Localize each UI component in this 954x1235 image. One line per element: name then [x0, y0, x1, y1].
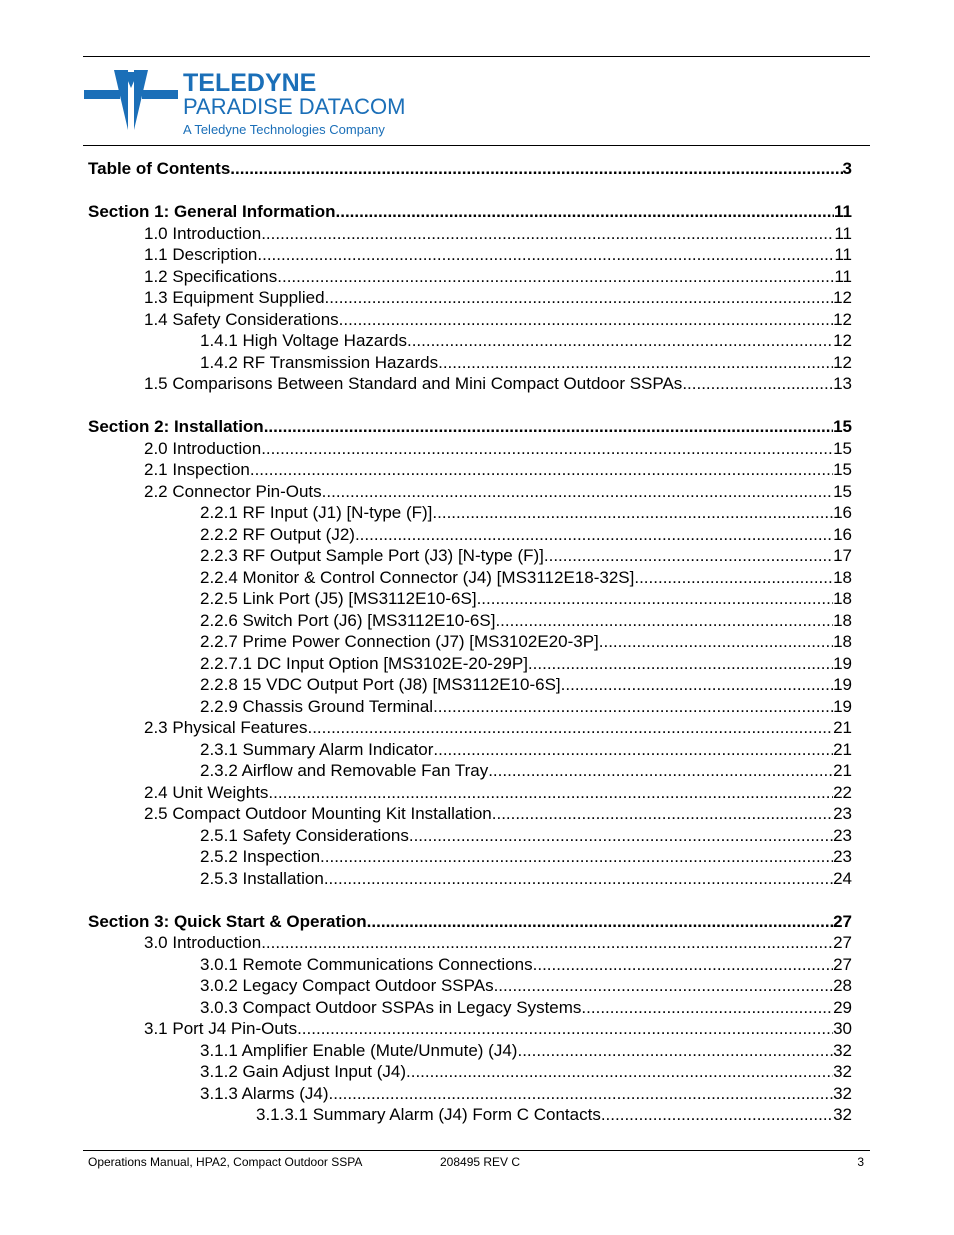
toc-dot-leader	[407, 330, 833, 352]
toc-page-number: 32	[833, 1040, 852, 1060]
toc-dot-leader	[438, 352, 833, 374]
toc-page-number: 16	[833, 503, 852, 522]
toc-page-number: 12	[833, 331, 852, 350]
toc-page-number: 22	[833, 782, 852, 802]
toc-dot-leader	[367, 911, 833, 933]
table-of-contents	[88, 158, 852, 1126]
toc-entry[interactable]	[88, 782, 852, 804]
toc-entry-title: 1.4.2 RF Transmission Hazards	[200, 352, 439, 372]
toc-entry-title: 2.2.2 RF Output (J2)	[200, 524, 355, 544]
toc-dot-leader	[250, 459, 833, 481]
footer-page-number: 3	[857, 1155, 864, 1169]
teledyne-logo-icon	[84, 66, 414, 142]
toc-entry-title: Section 1: General Information	[88, 202, 336, 221]
toc-page-number: 30	[833, 1019, 852, 1038]
toc-entry[interactable]	[88, 803, 852, 825]
toc-dot-leader	[488, 760, 833, 782]
toc-entry-title: 3.1.3 Alarms (J4)	[200, 1083, 329, 1103]
toc-entry[interactable]	[88, 1040, 852, 1062]
toc-entry[interactable]	[88, 825, 852, 847]
toc-entry[interactable]	[88, 868, 852, 890]
toc-entry-title: 1.4.1 High Voltage Hazards	[200, 331, 407, 350]
toc-dot-leader	[682, 373, 833, 395]
toc-entry-title: 2.2 Connector Pin-Outs	[144, 481, 322, 501]
toc-page-number: 11	[834, 202, 852, 221]
toc-page-number: 15	[833, 460, 852, 479]
toc-page-number: 27	[833, 954, 852, 974]
toc-dot-leader	[261, 438, 833, 460]
toc-entry[interactable]	[88, 524, 852, 546]
toc-dot-leader	[355, 524, 833, 546]
logo-line-3: A Teledyne Technologies Company	[183, 122, 385, 137]
toc-page-number: 12	[833, 288, 852, 307]
toc-entry[interactable]	[88, 653, 852, 675]
toc-dot-leader	[406, 1061, 833, 1083]
toc-dot-leader	[544, 545, 833, 567]
toc-page-number: 16	[833, 524, 852, 544]
toc-section-entry[interactable]	[88, 201, 852, 223]
toc-entry-title: 3.1 Port J4 Pin-Outs	[144, 1019, 298, 1038]
toc-dot-leader	[634, 567, 833, 589]
toc-page-number: 12	[833, 352, 852, 372]
toc-entry[interactable]	[88, 631, 852, 653]
toc-entry[interactable]	[88, 545, 852, 567]
toc-entry-title: 1.4 Safety Considerations	[144, 309, 339, 329]
toc-dot-leader	[581, 997, 833, 1019]
toc-entry[interactable]	[88, 438, 852, 460]
toc-dot-leader	[433, 739, 833, 761]
toc-entry[interactable]	[88, 1104, 852, 1126]
toc-entry[interactable]	[88, 739, 852, 761]
toc-entry-title: 2.2.9 Chassis Ground Terminal	[200, 696, 434, 716]
toc-entry[interactable]	[88, 352, 852, 374]
toc-dot-leader	[261, 932, 833, 954]
toc-entry[interactable]	[88, 459, 852, 481]
toc-entry[interactable]	[88, 932, 852, 954]
toc-entry-title: 2.2.8 15 VDC Output Port (J8) [MS3112E10-6S]	[200, 675, 561, 694]
toc-dot-leader	[307, 717, 833, 739]
toc-entry-title: 2.2.6 Switch Port (J6) [MS3112E10-6S]	[200, 610, 496, 630]
toc-page-number: 32	[833, 1062, 852, 1081]
toc-section-entry[interactable]	[88, 911, 852, 933]
toc-dot-leader	[477, 588, 834, 610]
toc-entry-title: 2.4 Unit Weights	[144, 782, 269, 802]
toc-section-entry[interactable]	[88, 416, 852, 438]
footer-rule	[83, 1150, 870, 1151]
toc-entry-title: 3.0 Introduction	[144, 933, 262, 952]
toc-page-number: 18	[833, 632, 852, 651]
toc-dot-leader	[561, 674, 833, 696]
toc-entry[interactable]	[88, 373, 852, 395]
toc-entry[interactable]	[88, 481, 852, 503]
toc-entry-title: 3.0.2 Legacy Compact Outdoor SSPAs	[200, 976, 494, 995]
toc-page-number: 18	[833, 589, 852, 608]
page-footer	[88, 1154, 864, 1170]
logo-line-1: TELEDYNE	[183, 69, 317, 97]
toc-entry-title: 2.5.2 Inspection	[200, 847, 321, 866]
toc-entry-title: Table of Contents	[88, 159, 231, 178]
toc-entry[interactable]	[88, 588, 852, 610]
toc-entry-title: 2.2.3 RF Output Sample Port (J3) [N-type (F)]	[200, 546, 544, 565]
toc-entry[interactable]	[88, 309, 852, 331]
toc-page-number: 17	[833, 546, 852, 565]
toc-dot-leader	[528, 653, 833, 675]
toc-page-number: 23	[833, 804, 852, 823]
toc-entry[interactable]	[88, 954, 852, 976]
toc-dot-leader	[277, 266, 834, 288]
toc-entry-title: 1.1 Description	[144, 245, 258, 264]
toc-dot-leader	[261, 223, 834, 245]
toc-dot-leader	[409, 825, 833, 847]
toc-dot-leader	[494, 975, 834, 997]
toc-entry-title: 2.2.5 Link Port (J5) [MS3112E10-6S]	[200, 589, 477, 608]
toc-dot-leader	[325, 287, 834, 309]
toc-entry[interactable]	[88, 674, 852, 696]
toc-entry-title: 1.5 Comparisons Between Standard and Mini Compact Outdoor SSPAs	[144, 374, 683, 393]
toc-page-number: 3	[842, 159, 852, 178]
toc-page-number: 15	[833, 438, 852, 458]
toc-page-number: 13	[833, 374, 852, 393]
toc-dot-leader	[601, 1104, 833, 1126]
toc-dot-leader	[320, 846, 833, 868]
toc-page-number: 15	[833, 481, 852, 501]
toc-entry[interactable]	[88, 760, 852, 782]
toc-page-number: 28	[833, 976, 852, 995]
toc-entry-title: 3.0.1 Remote Communications Connections	[200, 954, 533, 974]
toc-entry[interactable]	[88, 1061, 852, 1083]
toc-entry[interactable]	[88, 610, 852, 632]
toc-entry[interactable]	[88, 997, 852, 1019]
toc-dot-leader	[268, 782, 833, 804]
toc-dot-leader	[329, 1083, 834, 1105]
toc-page-number: 23	[833, 825, 852, 845]
toc-entry-title: 2.2.7 Prime Power Connection (J7) [MS3102E20-3P]	[200, 632, 599, 651]
toc-dot-leader	[533, 954, 833, 976]
toc-entry-title: 2.1 Inspection	[144, 460, 250, 479]
toc-dot-leader	[322, 481, 833, 503]
toc-page-number: 24	[833, 868, 852, 888]
toc-entry[interactable]	[88, 266, 852, 288]
toc-entry-title: 1.3 Equipment Supplied	[144, 288, 325, 307]
toc-dot-leader	[517, 1040, 833, 1062]
toc-dot-leader	[433, 696, 833, 718]
toc-entry[interactable]	[88, 330, 852, 352]
toc-entry-title: 3.1.1 Amplifier Enable (Mute/Unmute) (J4)	[200, 1040, 518, 1060]
toc-page-number: 27	[833, 933, 852, 952]
toc-page-number: 27	[833, 911, 852, 931]
toc-page-number: 32	[833, 1105, 852, 1124]
toc-entry-title: 2.5.3 Installation	[200, 868, 324, 888]
toc-entry-title: 2.3.2 Airflow and Removable Fan Tray	[200, 761, 489, 780]
toc-page-number: 19	[833, 653, 852, 673]
toc-page-number: 12	[833, 309, 852, 329]
toc-page-number: 18	[833, 567, 852, 587]
toc-entry[interactable]	[88, 975, 852, 997]
toc-entry[interactable]	[88, 567, 852, 589]
toc-dot-leader	[492, 803, 833, 825]
toc-entry[interactable]	[88, 223, 852, 245]
toc-section-entry[interactable]	[88, 158, 852, 180]
logo-mark-icon	[84, 70, 178, 130]
toc-entry[interactable]	[88, 696, 852, 718]
toc-dot-leader	[495, 610, 833, 632]
toc-dot-leader	[599, 631, 833, 653]
toc-page-number: 19	[833, 696, 852, 716]
toc-dot-leader	[230, 158, 842, 180]
toc-entry-title: 2.2.7.1 DC Input Option [MS3102E-20-29P]	[200, 653, 528, 673]
toc-dot-leader	[257, 244, 834, 266]
toc-entry[interactable]	[88, 502, 852, 524]
toc-page-number: 23	[833, 847, 852, 866]
toc-dot-leader	[339, 309, 833, 331]
toc-page-number: 21	[833, 718, 852, 737]
toc-dot-leader	[297, 1018, 833, 1040]
toc-dot-leader	[264, 416, 833, 438]
top-rule	[83, 56, 870, 57]
toc-page-number: 21	[833, 761, 852, 780]
toc-page-number: 19	[833, 675, 852, 694]
toc-entry-title: 3.1.3.1 Summary Alarm (J4) Form C Contacts	[256, 1105, 601, 1124]
toc-entry[interactable]	[88, 717, 852, 739]
toc-page-number: 21	[833, 739, 852, 759]
toc-entry-title: Section 2: Installation	[88, 417, 264, 436]
toc-entry[interactable]	[88, 1083, 852, 1105]
toc-page-number: 11	[834, 245, 852, 264]
company-logo	[84, 66, 414, 142]
toc-entry[interactable]	[88, 846, 852, 868]
toc-entry-title: 2.3.1 Summary Alarm Indicator	[200, 739, 434, 759]
toc-entry-title: 2.3 Physical Features	[144, 718, 308, 737]
footer-manual-title: Operations Manual, HPA2, Compact Outdoor SSPA	[88, 1155, 363, 1169]
toc-page-number: 11	[834, 266, 852, 286]
toc-entry-title: 2.5 Compact Outdoor Mounting Kit Installation	[144, 804, 492, 823]
toc-dot-leader	[336, 201, 835, 223]
footer-doc-number: 208495 REV C	[440, 1155, 521, 1169]
toc-entry-title: 3.1.2 Gain Adjust Input (J4)	[200, 1062, 407, 1081]
toc-page-number: 11	[834, 223, 852, 243]
toc-page-number: 15	[833, 417, 852, 436]
toc-entry-title: 2.2.4 Monitor & Control Connector (J4) [MS3112E18-32S]	[200, 567, 635, 587]
toc-entry-title: Section 3: Quick Start & Operation	[88, 911, 367, 931]
toc-page-number: 32	[833, 1083, 852, 1103]
logo-line-2: PARADISE DATACOM	[183, 94, 406, 119]
toc-page-number: 18	[833, 610, 852, 630]
toc-dot-leader	[432, 502, 833, 524]
toc-entry-title: 1.0 Introduction	[144, 223, 262, 243]
toc-entry-title: 2.0 Introduction	[144, 438, 262, 458]
toc-entry-title: 2.2.1 RF Input (J1) [N-type (F)]	[200, 503, 433, 522]
toc-entry-title: 2.5.1 Safety Considerations	[200, 825, 409, 845]
toc-dot-leader	[324, 868, 833, 890]
toc-entry[interactable]	[88, 287, 852, 309]
toc-entry-title: 1.2 Specifications	[144, 266, 278, 286]
toc-entry[interactable]	[88, 1018, 852, 1040]
toc-entry[interactable]	[88, 244, 852, 266]
toc-page-number: 29	[833, 997, 852, 1017]
toc-entry-title: 3.0.3 Compact Outdoor SSPAs in Legacy Systems	[200, 997, 582, 1017]
header-rule	[83, 145, 870, 146]
